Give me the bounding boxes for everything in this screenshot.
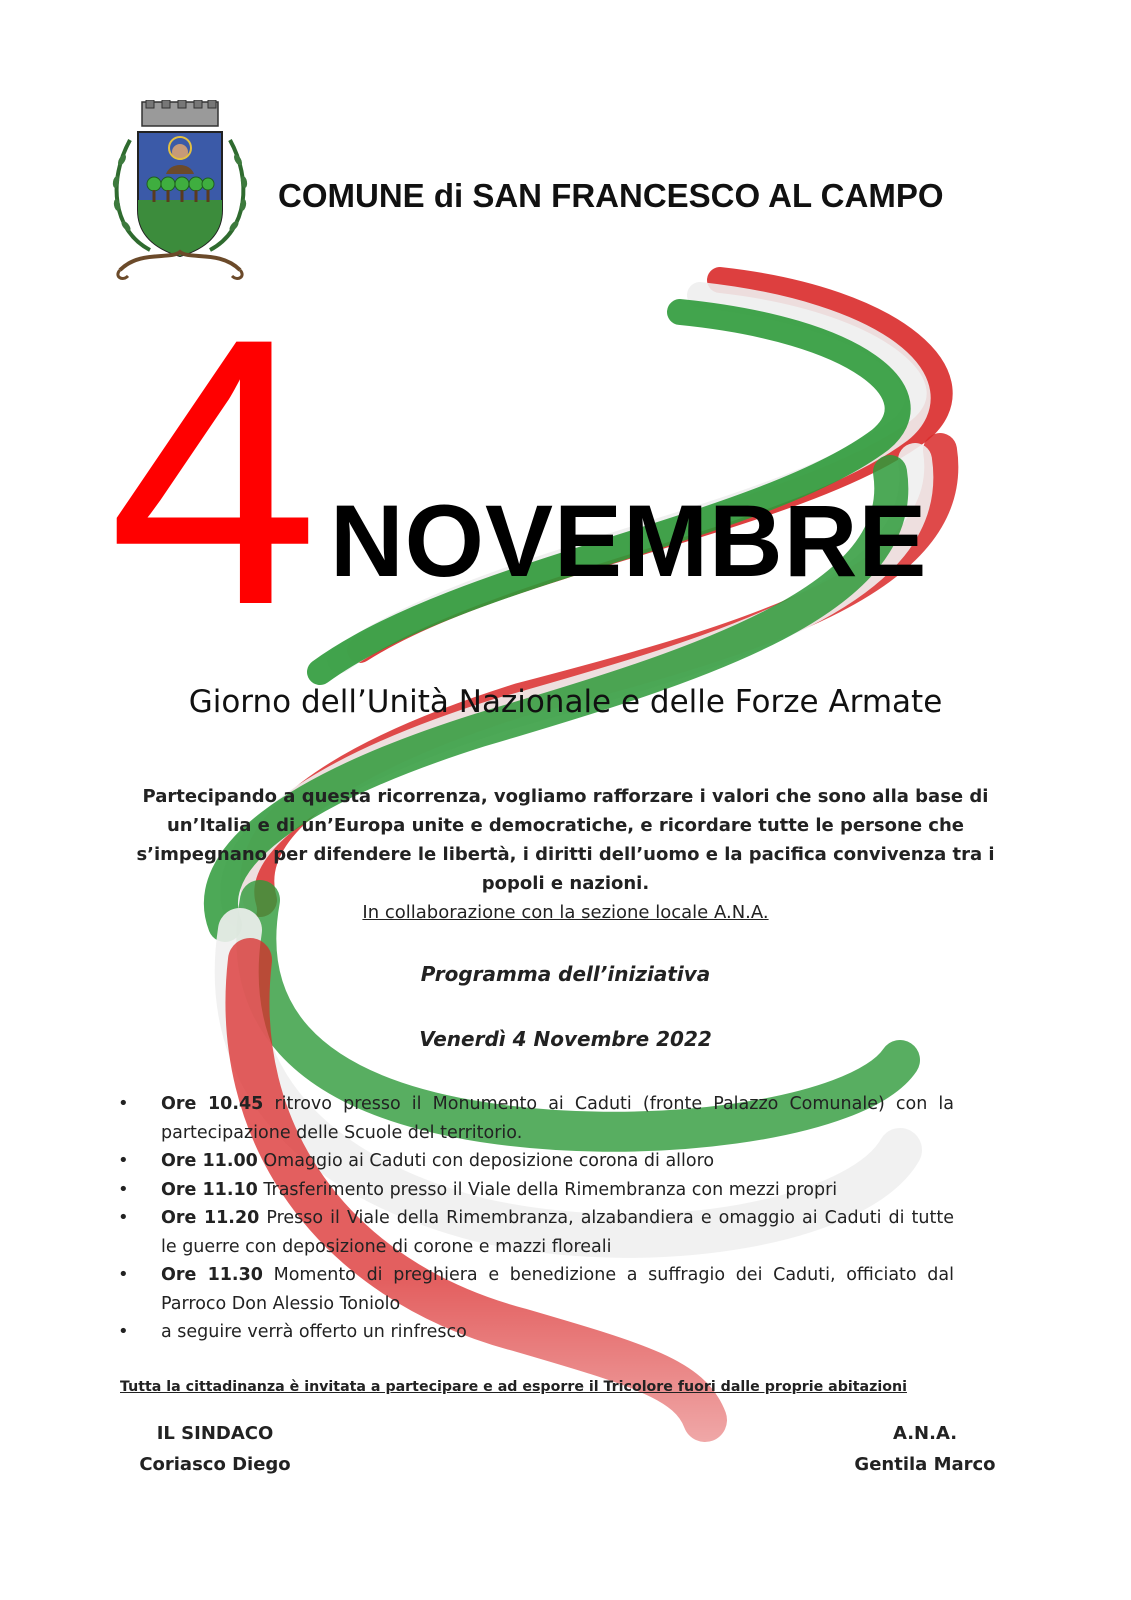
schedule-item [118,1147,954,1176]
event-day-number: 4 [108,259,320,684]
intro-paragraph: Partecipando a questa ricorrenza, vogliamo rafforzare i valori che sono alla base di un’Italia e di un’Europa unite e democratiche, e ricordare tutte le persone che s’impegnano per difendere le libertà, i diritti dell’uomo e la pacifica convivenza tra i popoli e nazioni. [136,786,995,894]
bullet-icon: • [118,1178,129,1200]
program-title: Programma dell’iniziativa [420,962,711,986]
bullet-icon: • [118,1150,129,1171]
bullet-icon: • [118,1264,129,1285]
signature-role: A.N.A. [892,1423,958,1444]
event-month: NOVEMBRE [330,484,928,598]
signature-mayor [130,1418,300,1480]
schedule-text: Presso il Viale della Rimembranza, alzabandiera e omaggio ai Caduti di tutte le guerre con deposizione di corone e mazzi floreali [161,1208,954,1257]
schedule-text: ritrovo presso il Monumento ai Caduti (fronte Palazzo Comunale) con la partecipazione delle Scuole del territorio. [161,1094,954,1143]
schedule-text: Trasferimento presso il Viale della Rimembranza con mezzi propri [257,1179,838,1200]
event-subtitle: Giorno dell’Unità Nazionale e delle Forze Armate [188,684,943,720]
schedule-item [118,1176,954,1205]
schedule-text: Momento di preghiera e benedizione a suffragio dei Caduti, officiato dal Parroco Don Alessio Toniolo [161,1265,954,1314]
schedule-time: Ore 11.00 [161,1151,258,1171]
schedule-time: Ore 11.20 [161,1208,260,1228]
schedule-time: Ore 11.30 [161,1265,263,1285]
schedule-item [118,1261,954,1318]
signature-ana [840,1418,1010,1480]
schedule-time: Ore 11.10 [161,1179,258,1200]
schedule-text: a seguire verrà offerto un rinfresco [161,1322,467,1342]
collaboration-note: In collaborazione con la sezione locale A.N.A. [362,902,769,923]
invitation-note: Tutta la cittadinanza è invitata a partecipare e ad esporre il Tricolore fuori dalle proprie abitazioni [120,1379,907,1395]
schedule-item [118,1318,954,1347]
schedule-time: Ore 10.45 [161,1094,264,1114]
municipality-title: COMUNE di SAN FRANCESCO AL CAMPO [278,177,944,214]
program-schedule-list [118,1090,954,1347]
program-date: Venerdì 4 Novembre 2022 [419,1027,712,1051]
schedule-item [118,1204,954,1261]
bullet-icon: • [118,1093,129,1114]
bullet-icon: • [118,1207,129,1228]
signature-name: Coriasco Diego [139,1454,291,1475]
schedule-text: Omaggio ai Caduti con deposizione corona di alloro [257,1151,715,1171]
signature-role: IL SINDACO [156,1423,274,1444]
signature-name: Gentila Marco [854,1454,996,1475]
bullet-icon: • [118,1321,129,1342]
schedule-item [118,1090,954,1147]
